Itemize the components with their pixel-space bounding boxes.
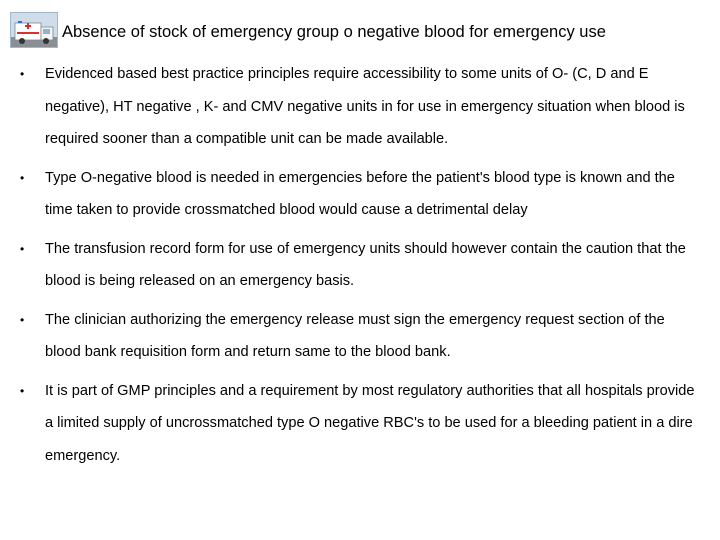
bullet-text: The clinician authorizing the emergency release must sign the emergency request section of the blood bank requisition form and return same to the blood bank. xyxy=(45,311,665,360)
list-item xyxy=(0,304,720,369)
bullet-icon: • xyxy=(20,67,25,81)
bullet-icon: • xyxy=(20,383,25,398)
bullet-list xyxy=(0,58,720,478)
bullet-icon: • xyxy=(20,170,25,185)
ambulance-photo-icon xyxy=(10,12,58,48)
bullet-text: It is part of GMP principles and a requirement by most regulatory authorities that all hospitals provide a limited supply of uncrossmatched type O negative RBC's to be used for a bleeding patient in a dire emergency. xyxy=(45,382,695,464)
list-item xyxy=(0,58,720,156)
bullet-text: The transfusion record form for use of emergency units should however contain the caution that the blood is being released on an emergency basis. xyxy=(45,240,686,289)
bullet-icon: • xyxy=(20,241,25,256)
slide-title: Absence of stock of emergency group o negative blood for emergency use xyxy=(62,23,606,41)
bullet-text: Type O-negative blood is needed in emergencies before the patient's blood type is known and the time taken to provide crossmatched blood would cause a detrimental delay xyxy=(45,169,675,218)
list-item xyxy=(0,375,720,473)
bullet-icon: • xyxy=(20,312,25,327)
bullet-text: Evidenced based best practice principles require accessibility to some units of O- (C, D and E negative), HT negative , K- and CMV negative units in for use in emergency situation when blood is required sooner than a compatible unit can be made available. xyxy=(45,66,685,147)
list-item xyxy=(0,233,720,298)
list-item xyxy=(0,162,720,227)
